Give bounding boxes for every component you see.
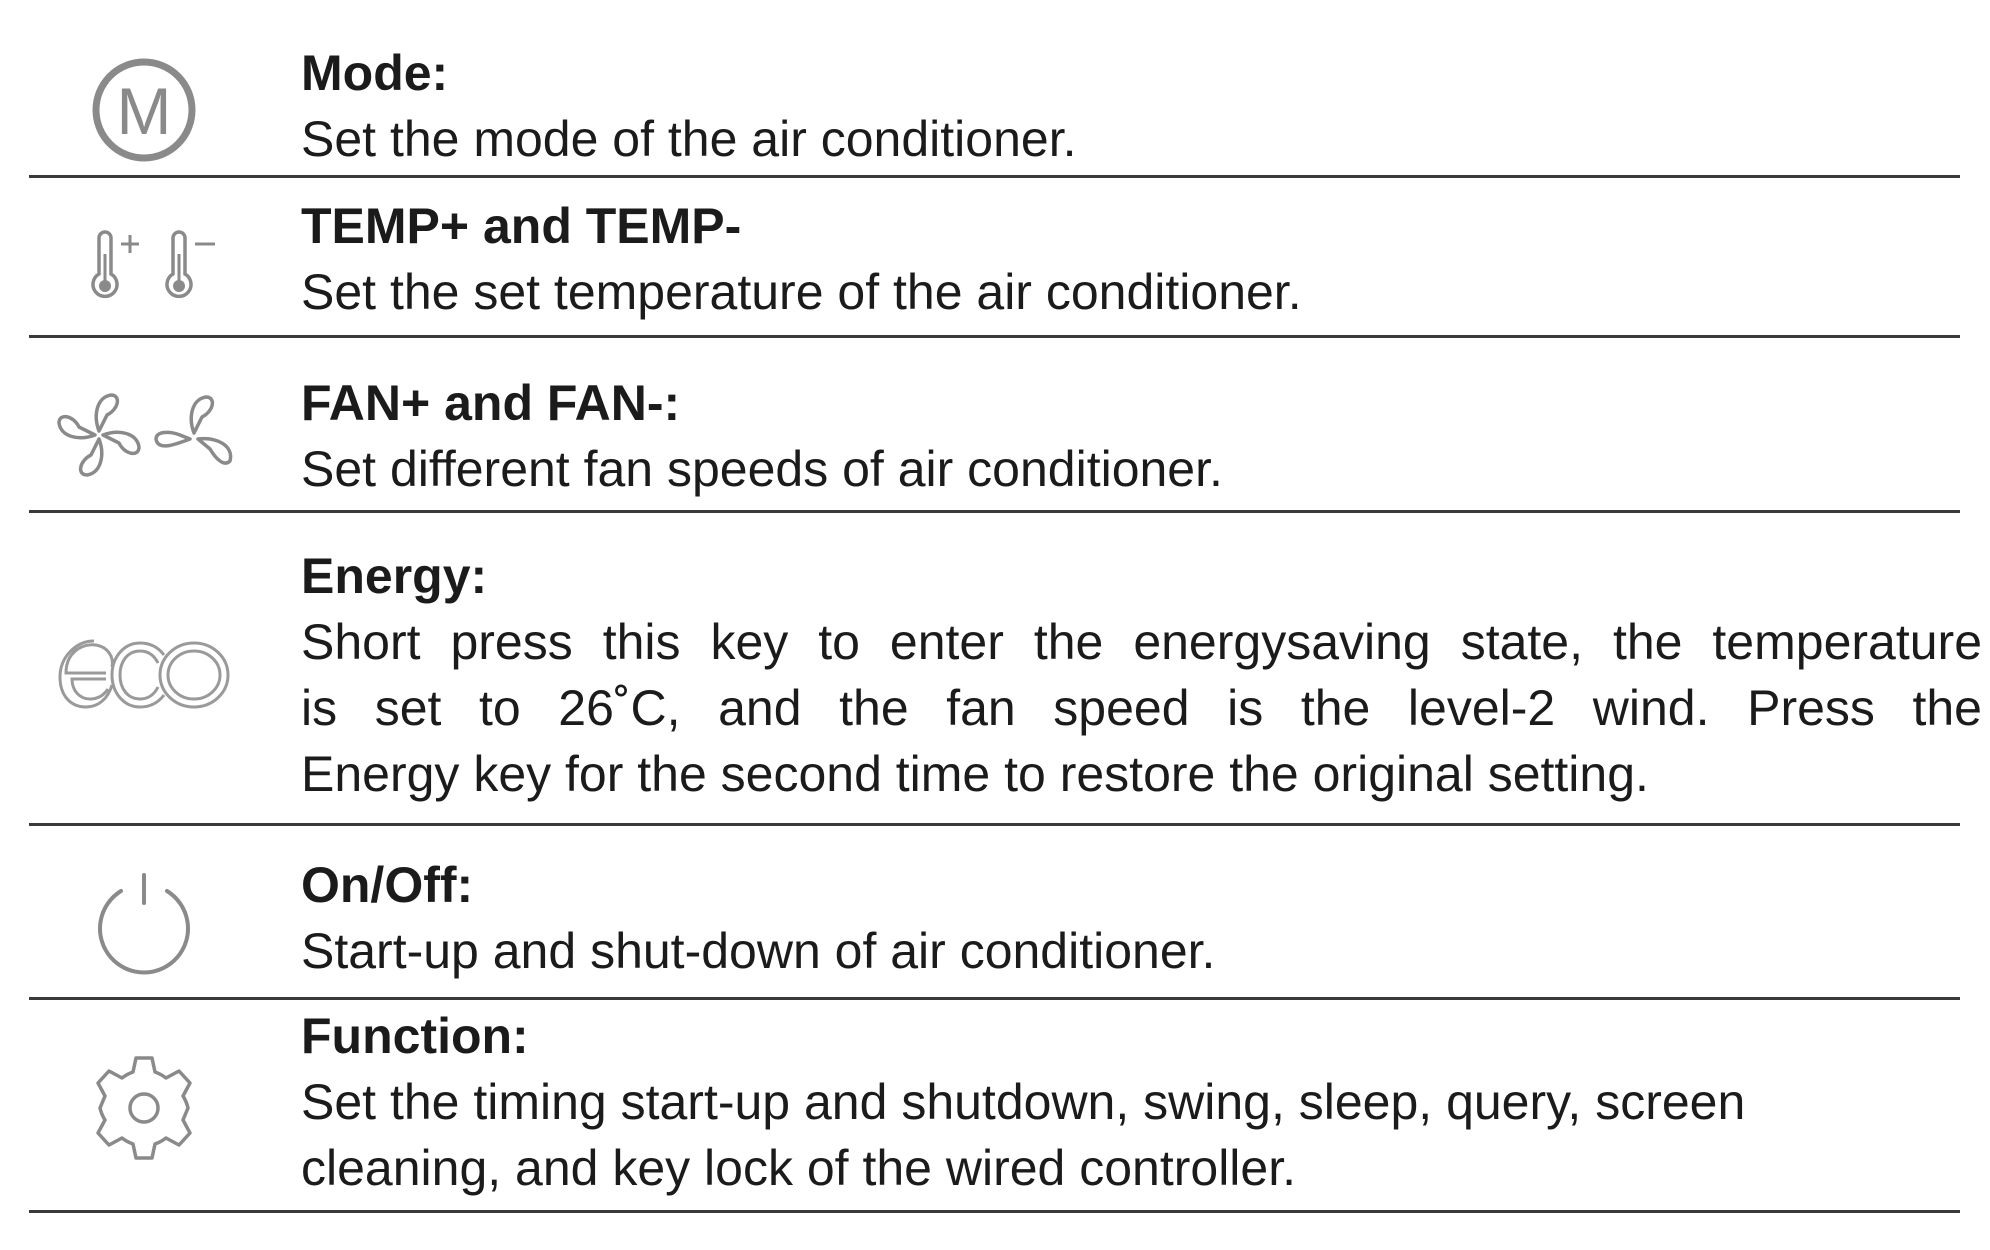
key-title: Function: <box>301 1008 529 1064</box>
key-row-function <box>29 1003 1960 1203</box>
svg-text:M: M <box>116 74 172 148</box>
thermometer-plus-minus-icon <box>29 223 259 313</box>
divider <box>29 510 1960 513</box>
key-row-fan <box>29 370 1960 510</box>
divider <box>29 335 1960 338</box>
key-description: Set the set temperature of the air conditioner. <box>301 264 1302 320</box>
key-title: Energy: <box>301 548 488 604</box>
divider <box>29 997 1960 1000</box>
key-description: Set different fan speeds of air conditioner. <box>301 441 1223 497</box>
key-description: Short press this key to enter the energysaving state, the temperature is set to 26˚C, and the fan speed is the level-2 wind. Press the Energy key for the second time to restore the original setting. <box>301 614 1982 802</box>
gear-icon <box>29 1043 259 1173</box>
key-title: FAN+ and FAN-: <box>301 375 681 431</box>
mode-m-circle-icon <box>29 50 259 170</box>
key-title: TEMP+ and TEMP- <box>301 198 742 254</box>
key-row-mode <box>29 40 1960 175</box>
key-row-onoff <box>29 852 1960 992</box>
key-title: Mode: <box>301 45 449 101</box>
fan-icon <box>29 380 259 490</box>
divider <box>29 175 1960 178</box>
key-row-energy <box>29 543 1982 813</box>
divider <box>29 823 1960 826</box>
divider <box>29 1210 1960 1213</box>
key-row-temp <box>29 193 1960 333</box>
key-description: Set the mode of the air conditioner. <box>301 111 1077 167</box>
key-description: Start-up and shut-down of air conditioner. <box>301 923 1216 979</box>
key-title: On/Off: <box>301 857 474 913</box>
eco-icon <box>29 613 259 743</box>
key-description: Set the timing start-up and shutdown, swing, sleep, query, screen cleaning, and key lock of the wired controller. <box>301 1074 1746 1196</box>
power-icon <box>29 862 259 982</box>
